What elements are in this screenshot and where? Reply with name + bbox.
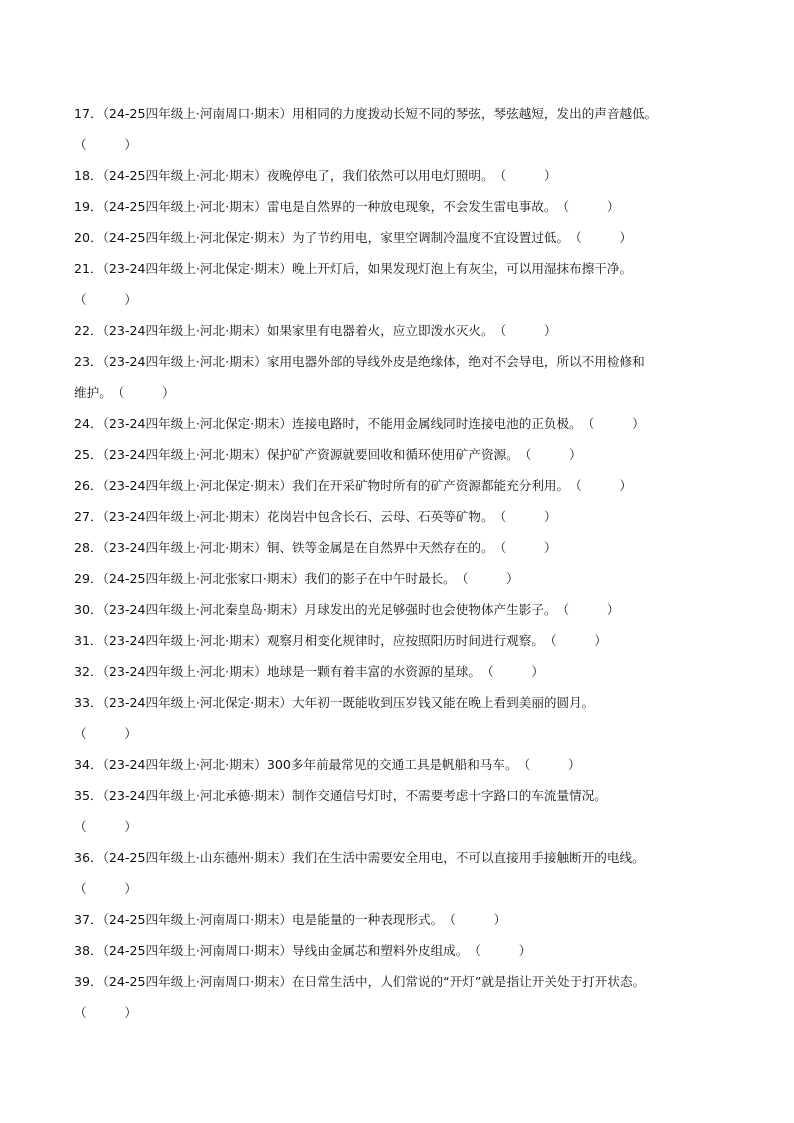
question-text: ．（23-24四年级上·河北·期末）300多年前最常见的交通工具是帆船和马车。 <box>90 757 518 772</box>
answer-blank[interactable]: （ ） <box>569 230 633 245</box>
question-text: ．（24-25四年级上·河南周口·期末）用相同的力度拨动长短不同的琴弦，琴弦越短，发出的声音越低。 <box>90 106 658 121</box>
question-item <box>74 689 754 751</box>
question-text: ．（24-25四年级上·河南周口·期末）导线由金属芯和塑料外皮组成。 <box>90 943 469 958</box>
question-text: ．（23-24四年级上·河北保定·期末）晚上开灯后，如果发现灯泡上有灰尘，可以用湿抹布擦干净。 <box>90 261 633 276</box>
answer-blank[interactable]: （ ） <box>74 1005 137 1020</box>
answer-blank[interactable]: （ ） <box>543 633 607 648</box>
question-item <box>74 348 754 410</box>
answer-blank[interactable]: （ ） <box>468 943 532 958</box>
answer-blank[interactable]: （ ） <box>493 168 557 183</box>
question-line <box>74 503 754 534</box>
question-list <box>74 100 754 1030</box>
question-line <box>74 565 754 596</box>
question-line-continued <box>74 813 754 844</box>
answer-blank[interactable]: （ ） <box>74 292 137 307</box>
question-item <box>74 255 754 317</box>
question-line <box>74 689 754 720</box>
question-text: ．（24-25四年级上·河南周口·期末）在日常生活中，人们常说的“开灯”就是指让开关处于打开状态。 <box>90 974 646 989</box>
question-item <box>74 410 754 441</box>
question-item <box>74 162 754 193</box>
answer-blank[interactable]: （ ） <box>569 478 633 493</box>
question-number: 34 <box>74 757 91 772</box>
question-item <box>74 224 754 255</box>
question-number: 30 <box>74 602 91 617</box>
question-text: ．（23-24四年级上·河北·期末）铜、铁等金属是在自然界中天然存在的。 <box>90 540 494 555</box>
question-text: ．（23-24四年级上·河北·期末）家用电器外部的导线外皮是绝缘体，绝对不会导电，所以不用检修和 <box>90 354 645 369</box>
question-line <box>74 782 754 813</box>
question-item <box>74 658 754 689</box>
question-text: ．（23-24四年级上·河北·期末）花岗岩中包含长石、云母、石英等矿物。 <box>90 509 494 524</box>
answer-blank[interactable]: （ ） <box>443 912 507 927</box>
question-text: ．（24-25四年级上·河北张家口·期末）我们的影子在中午时最长。 <box>90 571 456 586</box>
question-line <box>74 441 754 472</box>
question-line <box>74 906 754 937</box>
question-item <box>74 906 754 937</box>
answer-blank[interactable]: （ ） <box>518 447 582 462</box>
question-item <box>74 317 754 348</box>
answer-blank[interactable]: （ ） <box>74 819 137 834</box>
question-line <box>74 193 754 224</box>
question-line <box>74 410 754 441</box>
question-number: 31 <box>74 633 91 648</box>
question-number: 27 <box>74 509 91 524</box>
answer-blank[interactable]: （ ） <box>455 571 519 586</box>
question-number: 24 <box>74 416 91 431</box>
question-text: ．（24-25四年级上·河北·期末）雷电是自然界的一种放电现象，不会发生雷电事故。 <box>90 199 557 214</box>
question-number: 33 <box>74 695 91 710</box>
question-text: ．（24-25四年级上·河北保定·期末）为了节约用电，家里空调制冷温度不宜设置过低。 <box>90 230 570 245</box>
question-line <box>74 658 754 689</box>
question-number: 21 <box>74 261 91 276</box>
question-number: 19 <box>74 199 91 214</box>
question-item <box>74 627 754 658</box>
question-line <box>74 596 754 627</box>
question-line-continued <box>74 379 754 410</box>
question-line-continued <box>74 999 754 1030</box>
question-line-continued <box>74 131 754 162</box>
question-number: 29 <box>74 571 91 586</box>
question-text: ．（24-25四年级上·山东德州·期末）我们在生活中需要安全用电，不可以直接用手接触断开的电线。 <box>90 850 645 865</box>
question-line <box>74 162 754 193</box>
question-number: 23 <box>74 354 91 369</box>
question-number: 39 <box>74 974 91 989</box>
question-number: 35 <box>74 788 91 803</box>
question-line <box>74 348 754 379</box>
question-text: ．（23-24四年级上·河北保定·期末）大年初一既能收到压岁钱又能在晚上看到美丽的圆月。 <box>90 695 595 710</box>
question-text: ．（23-24四年级上·河北·期末）保护矿产资源就要回收和循环使用矿产资源。 <box>90 447 519 462</box>
question-number: 22 <box>74 323 91 338</box>
question-number: 25 <box>74 447 91 462</box>
question-item <box>74 596 754 627</box>
question-item <box>74 968 754 1030</box>
question-text: ．（23-24四年级上·河北·期末）如果家里有电器着火，应立即泼水灭火。 <box>90 323 494 338</box>
question-number: 37 <box>74 912 91 927</box>
question-item <box>74 193 754 224</box>
answer-blank[interactable]: （ ） <box>517 757 581 772</box>
question-line <box>74 255 754 286</box>
question-item <box>74 751 754 782</box>
answer-blank[interactable]: （ ） <box>556 199 620 214</box>
answer-blank[interactable]: （ ） <box>74 881 137 896</box>
question-item <box>74 441 754 472</box>
question-line <box>74 627 754 658</box>
answer-blank[interactable]: （ ） <box>556 602 620 617</box>
answer-blank[interactable]: （ ） <box>74 137 137 152</box>
question-item <box>74 534 754 565</box>
answer-blank[interactable]: （ ） <box>581 416 645 431</box>
question-line <box>74 751 754 782</box>
question-item <box>74 937 754 968</box>
question-line-continued <box>74 286 754 317</box>
question-number: 26 <box>74 478 91 493</box>
question-line <box>74 534 754 565</box>
question-number: 32 <box>74 664 91 679</box>
question-number: 38 <box>74 943 91 958</box>
question-number: 28 <box>74 540 91 555</box>
question-number: 18 <box>74 168 91 183</box>
question-item <box>74 503 754 534</box>
answer-blank[interactable]: （ ） <box>493 323 557 338</box>
question-text: ．（23-24四年级上·河北承德·期末）制作交通信号灯时，不需要考虑十字路口的车流量情况。 <box>90 788 607 803</box>
question-item <box>74 844 754 906</box>
question-line-continued <box>74 720 754 751</box>
question-line-continued <box>74 875 754 906</box>
question-line <box>74 937 754 968</box>
question-item <box>74 472 754 503</box>
question-text: ．（24-25四年级上·河北·期末）夜晚停电了，我们依然可以用电灯照明。 <box>90 168 494 183</box>
answer-blank[interactable]: （ ） <box>74 726 137 741</box>
question-item <box>74 100 754 162</box>
question-line <box>74 844 754 875</box>
question-text: ．（24-25四年级上·河南周口·期末）电是能量的一种表现形式。 <box>90 912 444 927</box>
answer-blank[interactable]: （ ） <box>493 509 557 524</box>
question-line <box>74 472 754 503</box>
question-line <box>74 100 754 131</box>
question-number: 17 <box>74 106 91 121</box>
question-text: ．（23-24四年级上·河北保定·期末）我们在开采矿物时所有的矿产资源都能充分利用。 <box>90 478 570 493</box>
question-text: ．（23-24四年级上·河北保定·期末）连接电路时，不能用金属线同时连接电池的正负极。 <box>90 416 582 431</box>
question-item <box>74 782 754 844</box>
question-line <box>74 968 754 999</box>
question-text: ．（23-24四年级上·河北秦皇岛·期末）月球发出的光足够强时也会使物体产生影子。 <box>90 602 557 617</box>
question-text: ．（23-24四年级上·河北·期末）地球是一颗有着丰富的水资源的星球。 <box>90 664 481 679</box>
question-number: 20 <box>74 230 91 245</box>
question-number: 36 <box>74 850 91 865</box>
answer-blank[interactable]: （ ） <box>493 540 557 555</box>
question-line <box>74 317 754 348</box>
answer-blank[interactable]: （ ） <box>111 385 175 400</box>
question-text-continued: 维护。 <box>74 385 112 400</box>
question-item <box>74 565 754 596</box>
question-text: ．（23-24四年级上·河北·期末）观察月相变化规律时，应按照阳历时间进行观察。 <box>90 633 544 648</box>
question-line <box>74 224 754 255</box>
answer-blank[interactable]: （ ） <box>480 664 544 679</box>
